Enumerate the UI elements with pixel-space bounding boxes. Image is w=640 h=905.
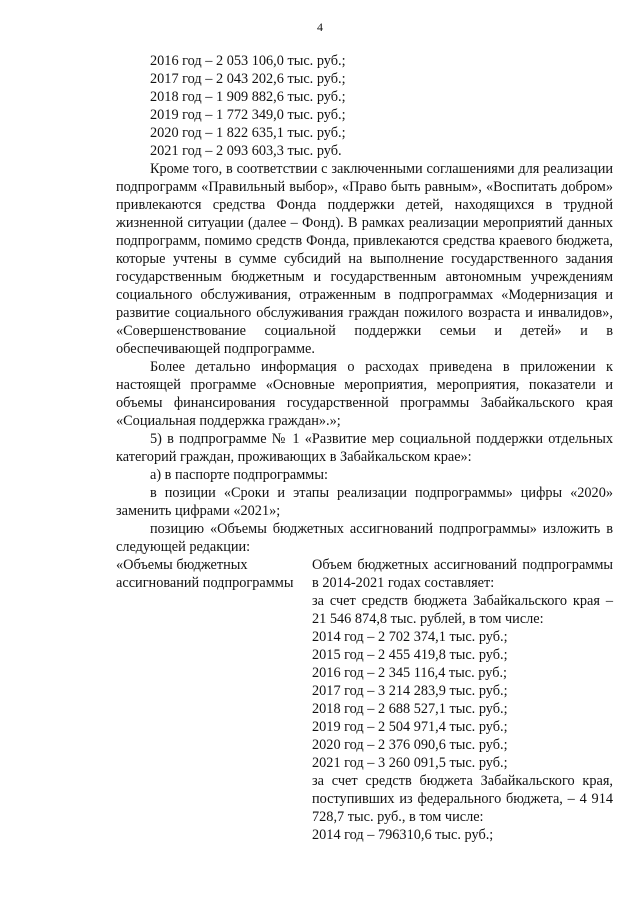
paragraph-subprogram-1: 5) в подпрограмме № 1 «Развитие мер социальной поддержки отдельных категорий граждан, проживающих в Забайкальском крае»: [116, 431, 613, 465]
paragraph-funding-sources: Кроме того, в соответствии с заключенными соглашениями для реализации подпрограмм «Правильный выбор», «Право быть равным», «Воспитать добром» привлекаются средства Фонда поддержки детей, находящихся в трудной жизненной ситуации (далее – Фонд). В рамках реализации мероприятий данных подпрограмм, помимо средств Фонда, привлекаются средства краевого бюджета, которые учтены в сумме субсидий на выполнение государственного задания государственным бюджетным и государственным автономным учреждениям социального обслуживания, отраженным в подпрограммах «Модернизация и развитие социального обслуживания граждан пожилого возраста и инвалидов», «Совершенствование социальной поддержки семьи и детей» и в обеспечивающей подпрограмме. [116, 161, 613, 357]
paragraph-budget-position: позицию «Объемы бюджетных ассигнований подпрограммы» изложить в следующей редакции: [116, 521, 613, 555]
regional-year-line: 2015 год – 2 455 419,8 тыс. руб.; [312, 647, 508, 663]
year-line: 2019 год – 1 772 349,0 тыс. руб.; [150, 107, 346, 123]
regional-year-line: 2019 год – 2 504 971,4 тыс. руб.; [312, 719, 508, 735]
regional-year-line: 2020 год – 2 376 090,6 тыс. руб.; [312, 737, 508, 753]
year-line: 2021 год – 2 093 603,3 тыс. руб. [150, 143, 342, 159]
budget-table [116, 556, 613, 844]
federal-budget-header: за счет средств бюджета Забайкальского края, поступивших из федерального бюджета, – 4 914 728,7 тыс. руб., в том числе: [312, 773, 613, 825]
federal-year-line: 2014 год – 796310,6 тыс. руб.; [312, 827, 494, 843]
regional-year-line: 2014 год – 2 702 374,1 тыс. руб.; [312, 629, 508, 645]
paragraph-details: Более детально информация о расходах приведена в приложении к настоящей программе «Основные мероприятия, мероприятия, показатели и объемы финансирования государственной программы Забайкальского края «Социальная поддержка граждан».»; [116, 359, 613, 429]
year-line: 2017 год – 2 043 202,6 тыс. руб.; [150, 71, 346, 87]
year-line: 2018 год – 1 909 882,6 тыс. руб.; [150, 89, 346, 105]
paragraph-terms: в позиции «Сроки и этапы реализации подпрограммы» цифры «2020» заменить цифрами «2021»; [116, 485, 613, 519]
page-number: 4 [317, 20, 323, 34]
regional-year-line: 2017 год – 3 214 283,9 тыс. руб.; [312, 683, 508, 699]
budget-table-label: «Объемы бюджетных ассигнований подпрограммы [116, 557, 294, 591]
regional-year-line: 2016 год – 2 345 116,4 тыс. руб.; [312, 665, 508, 681]
years-list [116, 52, 613, 160]
budget-table-value [312, 556, 613, 844]
regional-budget-header: за счет средств бюджета Забайкальского края – 21 546 874,8 тыс. рублей, в том числе: [312, 593, 613, 627]
year-line: 2016 год – 2 053 106,0 тыс. руб.; [150, 53, 346, 69]
budget-intro: Объем бюджетных ассигнований подпрограммы в 2014-2021 годах составляет: [312, 557, 613, 591]
paragraph-passport: а) в паспорте подпрограммы: [150, 467, 328, 483]
year-line: 2020 год – 1 822 635,1 тыс. руб.; [150, 125, 346, 141]
regional-year-line: 2018 год – 2 688 527,1 тыс. руб.; [312, 701, 508, 717]
regional-year-line: 2021 год – 3 260 091,5 тыс. руб.; [312, 755, 508, 771]
document-body [116, 52, 613, 844]
